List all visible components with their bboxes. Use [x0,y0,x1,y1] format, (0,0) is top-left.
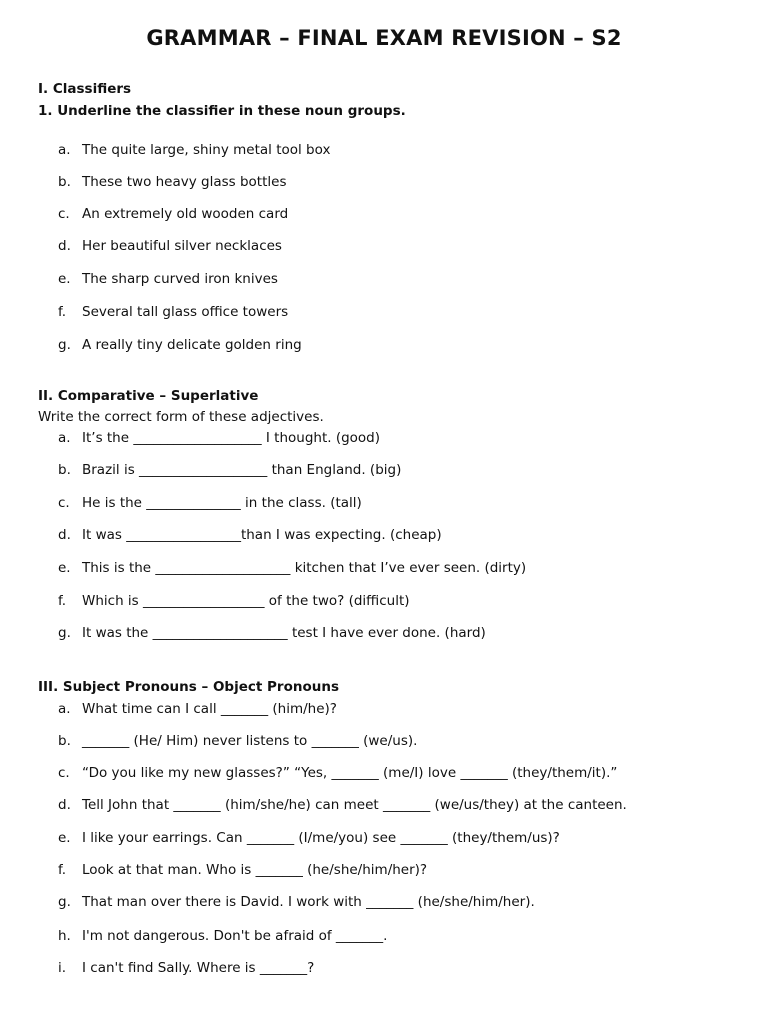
list-item [58,593,410,609]
item-letter: d. [58,238,71,254]
list-item [58,430,380,446]
item-text: These two heavy glass bottles [82,174,287,190]
list-item [58,304,288,320]
item-text: Which is __________________ of the two? (difficult) [82,593,410,609]
item-letter: g. [58,337,71,353]
item-letter: e. [58,271,71,287]
item-text: I like your earrings. Can _______ (I/me/you) see _______ (they/them/us)? [82,830,560,846]
item-text: A really tiny delicate golden ring [82,337,302,353]
item-letter: a. [58,142,71,158]
page-title: GRAMMAR – FINAL EXAM REVISION – S2 [146,26,622,50]
list-item [58,625,486,641]
item-text: The quite large, shiny metal tool box [82,142,331,158]
item-letter: a. [58,701,71,717]
item-letter: b. [58,462,71,478]
list-item [58,206,288,222]
item-letter: g. [58,625,71,641]
item-letter: f. [58,304,67,320]
list-item [58,271,278,287]
item-letter: i. [58,960,67,976]
item-text: “Do you like my new glasses?” “Yes, _______ (me/I) love _______ (they/them/it).” [82,765,618,781]
section-heading: III. Subject Pronouns – Object Pronouns [38,679,340,695]
item-letter: f. [58,862,67,878]
item-letter: c. [58,765,70,781]
list-item [58,174,286,190]
list-item [58,142,330,158]
item-text: That man over there is David. I work with _______ (he/she/him/her). [82,894,535,910]
item-letter: d. [58,527,71,543]
list-item [58,862,427,878]
item-text: What time can I call _______ (him/he)? [82,701,337,717]
item-letter: b. [58,174,71,190]
item-letter: a. [58,430,71,446]
item-letter: b. [58,733,71,749]
item-text: The sharp curved iron knives [82,271,278,287]
item-text: It’s the ___________________ I thought. (good) [82,430,381,446]
item-letter: e. [58,830,71,846]
section-instruction: Write the correct form of these adjectives. [38,409,324,425]
list-item [58,701,337,717]
list-item [58,797,627,813]
item-letter: d. [58,797,71,813]
list-item [58,527,442,543]
list-item [58,830,560,846]
item-text: Tell John that _______ (him/she/he) can meet _______ (we/us/they) at the canteen. [82,797,627,813]
item-text: I can't find Sally. Where is _______? [82,960,315,976]
item-letter: e. [58,560,71,576]
list-item [58,765,617,781]
item-letter: g. [58,894,71,910]
list-item [58,337,302,353]
item-text: It was _________________than I was expecting. (cheap) [82,527,442,543]
section-instruction: 1. Underline the classifier in these noun groups. [38,103,406,119]
list-item [58,928,387,944]
item-letter: h. [58,928,71,944]
list-item [58,960,314,976]
item-letter: c. [58,495,70,511]
item-text: It was the ____________________ test I have ever done. (hard) [82,625,486,641]
item-text: I'm not dangerous. Don't be afraid of _______. [82,928,388,944]
section-heading: II. Comparative – Superlative [38,388,259,404]
item-text: This is the ____________________ kitchen that I’ve ever seen. (dirty) [82,560,527,576]
list-item [58,462,401,478]
item-letter: f. [58,593,67,609]
item-text: Brazil is ___________________ than England. (big) [82,462,402,478]
list-item [58,894,535,910]
list-item [58,238,282,254]
item-text: Look at that man. Who is _______ (he/she/him/her)? [82,862,428,878]
item-letter: c. [58,206,70,222]
item-text: Several tall glass office towers [82,304,289,320]
item-text: He is the ______________ in the class. (tall) [82,495,362,511]
item-text: An extremely old wooden card [82,206,289,222]
item-text: Her beautiful silver necklaces [82,238,282,254]
list-item [58,495,362,511]
list-item [58,733,417,749]
item-text: _______ (He/ Him) never listens to _______ (we/us). [82,733,418,749]
list-item [58,560,526,576]
section-heading: I. Classifiers [38,81,132,97]
